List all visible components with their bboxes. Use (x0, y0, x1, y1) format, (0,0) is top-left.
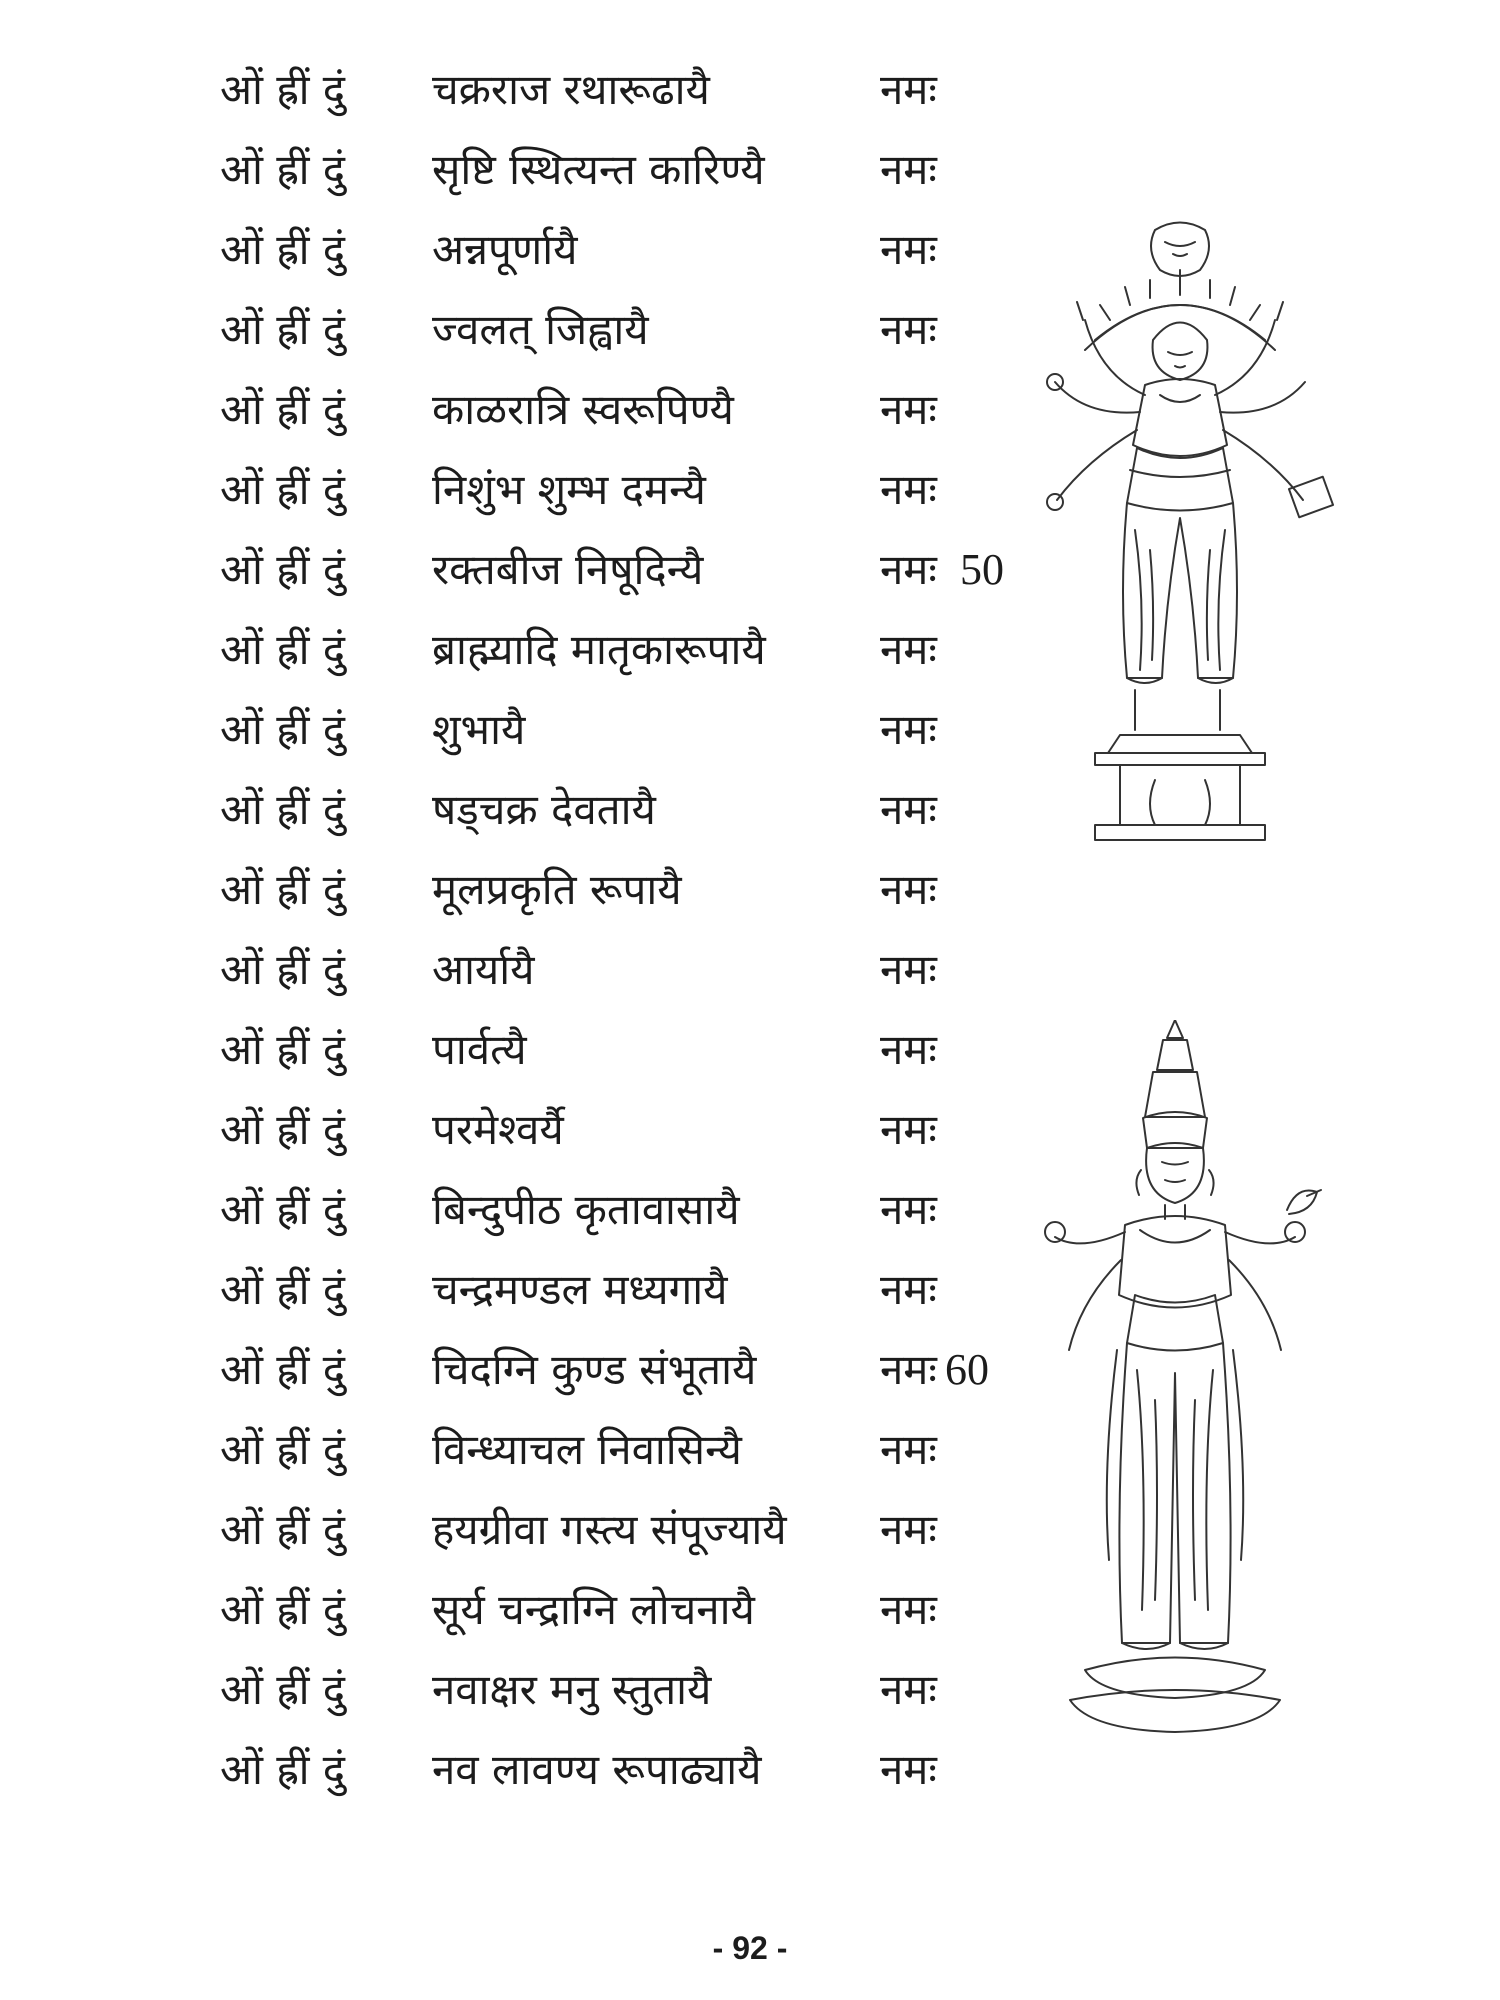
namah-word: नमः (880, 1105, 937, 1154)
mantra-name: सृष्टि स्थित्यन्त कारिण्यै (432, 145, 765, 194)
bija-syllables: ओं ह्रीं दुं (220, 545, 346, 594)
bija-syllables: ओं ह्रीं दुं (220, 1505, 346, 1554)
namah-word: नमः (880, 1185, 937, 1234)
mantra-name: अन्नपूर्णायै (432, 225, 578, 274)
bija-syllables: ओं ह्रीं दुं (220, 705, 346, 754)
namah-word: नमः (880, 705, 937, 754)
bija-syllables: ओं ह्रीं दुं (220, 1265, 346, 1314)
mantra-name: रक्तबीज निषूदिन्यै (432, 545, 704, 594)
bija-syllables: ओं ह्रीं दुं (220, 1105, 346, 1154)
mantra-name: हयग्रीवा गस्त्य संपूज्यायै (432, 1505, 787, 1554)
bija-syllables: ओं ह्रीं दुं (220, 1585, 346, 1634)
multi-armed-goddess-illustration (1025, 220, 1335, 850)
bija-syllables: ओं ह्रीं दुं (220, 865, 346, 914)
namah-word: नमः (880, 1505, 937, 1554)
bija-syllables: ओं ह्रीं दुं (220, 145, 346, 194)
mantra-name: बिन्दुपीठ कृतावासायै (432, 1185, 740, 1234)
namah-word: नमः (880, 1265, 937, 1314)
mantra-name: ज्वलत् जिह्वायै (432, 305, 649, 354)
namah-word: नमः (880, 865, 937, 914)
namah-word: नमः (880, 945, 937, 994)
bija-syllables: ओं ह्रीं दुं (220, 1665, 346, 1714)
mantra-name: मूलप्रकृति रूपायै (432, 865, 682, 914)
mantra-name: चिदग्नि कुण्ड संभूतायै (432, 1345, 757, 1394)
namah-word: नमः (880, 1585, 937, 1634)
bija-syllables: ओं ह्रीं दुं (220, 1345, 346, 1394)
mantra-name: नव लावण्य रूपाढ्यायै (432, 1745, 762, 1794)
bija-syllables: ओं ह्रीं दुं (220, 385, 346, 434)
goddess-with-parrot-illustration (1025, 1020, 1325, 1740)
bija-syllables: ओं ह्रीं दुं (220, 945, 346, 994)
page-number: - 92 - (712, 1930, 788, 1966)
mantra-row (0, 850, 1500, 930)
bija-syllables: ओं ह्रीं दुं (220, 305, 346, 354)
namah-word: नमः (880, 1345, 937, 1394)
mantra-name: चन्द्रमण्डल मध्यगायै (432, 1265, 728, 1314)
mantra-name: परमेश्वर्यै (432, 1105, 564, 1154)
bija-syllables: ओं ह्रीं दुं (220, 785, 346, 834)
bija-syllables: ओं ह्रीं दुं (220, 1025, 346, 1074)
mantra-row (0, 130, 1500, 210)
namah-word: नमः (880, 385, 937, 434)
namah-word: नमः (880, 145, 937, 194)
bija-syllables: ओं ह्रीं दुं (220, 1425, 346, 1474)
mantra-name: विन्ध्याचल निवासिन्यै (432, 1425, 742, 1474)
mantra-name: आर्यायै (432, 945, 535, 994)
mantra-name: षड्चक्र देवतायै (432, 785, 656, 834)
mantra-row (0, 930, 1500, 1010)
bija-syllables: ओं ह्रीं दुं (220, 65, 346, 114)
namah-word: नमः (880, 785, 937, 834)
mantra-name: सूर्य चन्द्राग्नि लोचनायै (432, 1585, 755, 1634)
bija-syllables: ओं ह्रीं दुं (220, 1185, 346, 1234)
mantra-name: पार्वत्यै (432, 1025, 527, 1074)
mantra-name: निशुंभ शुम्भ दमन्यै (432, 465, 706, 514)
mantra-name: काळरात्रि स्वरूपिण्यै (432, 385, 734, 434)
namah-word: नमः (880, 1745, 937, 1794)
bija-syllables: ओं ह्रीं दुं (220, 465, 346, 514)
mantra-name: चक्रराज रथारूढायै (432, 65, 710, 114)
namah-word: नमः (880, 1665, 937, 1714)
namah-word: नमः (880, 305, 937, 354)
mantra-name: शुभायै (432, 705, 526, 754)
mantra-name: ब्राह्म्यादि मातृकारूपायै (432, 625, 766, 674)
namah-word: नमः (880, 625, 937, 674)
namah-word: नमः (880, 465, 937, 514)
mantra-name: नवाक्षर मनु स्तुतायै (432, 1665, 712, 1714)
mantra-row (0, 50, 1500, 130)
namah-word: नमः (880, 225, 937, 274)
namah-word: नमः (880, 1425, 937, 1474)
bija-syllables: ओं ह्रीं दुं (220, 1745, 346, 1794)
verse-count: 50 (960, 545, 1004, 594)
namah-word: नमः (880, 545, 937, 594)
mantra-row (0, 1730, 1500, 1810)
bija-syllables: ओं ह्रीं दुं (220, 625, 346, 674)
verse-count: 60 (945, 1345, 989, 1394)
namah-word: नमः (880, 65, 937, 114)
namah-word: नमः (880, 1025, 937, 1074)
bija-syllables: ओं ह्रीं दुं (220, 225, 346, 274)
